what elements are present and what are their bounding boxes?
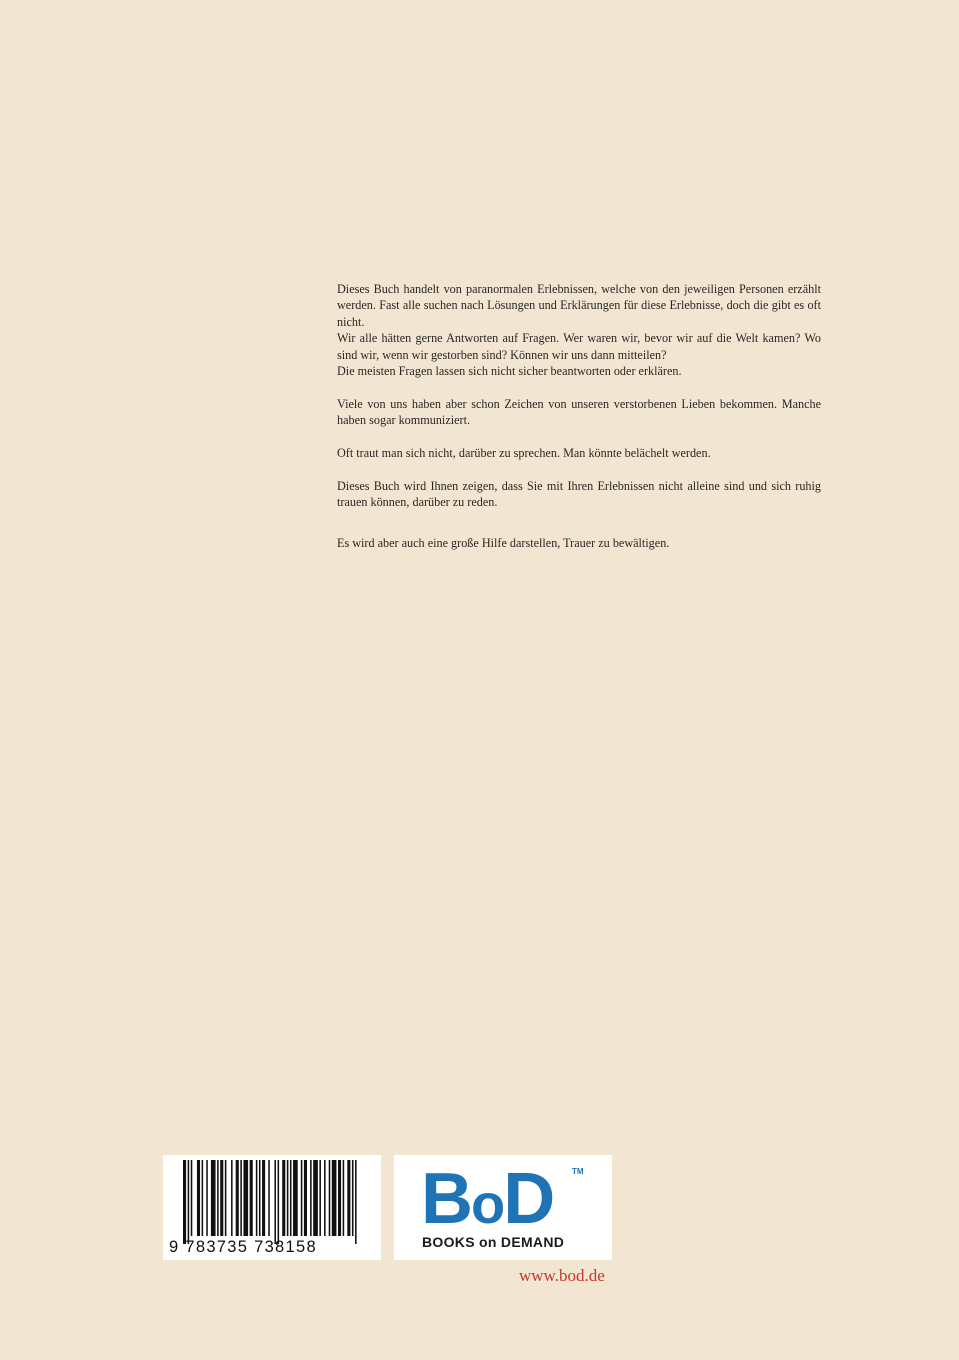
barcode-bar (220, 1160, 223, 1236)
barcode-bar (243, 1160, 248, 1236)
barcode-bar (324, 1160, 326, 1236)
publisher-url[interactable]: www.bod.de (519, 1266, 605, 1285)
barcode-bar (310, 1160, 312, 1236)
barcode-bar (301, 1160, 303, 1236)
logo-letter-o: o (471, 1172, 504, 1235)
barcode-bar (352, 1160, 354, 1236)
logo-letter-b: B (421, 1159, 471, 1239)
back-cover-blurb (337, 281, 821, 551)
barcode-bar (332, 1160, 337, 1236)
blurb-paragraph: Dieses Buch wird Ihnen zeigen, dass Sie mit Ihren Erlebnissen nicht alleine sind und sich ruhig trauen können, darüber zu reden. (337, 478, 821, 510)
barcode-bar (290, 1160, 292, 1236)
barcode-bar (282, 1160, 285, 1236)
barcode-bar (313, 1160, 318, 1236)
blurb-paragraph: Es wird aber auch eine große Hilfe darstellen, Trauer zu bewältigen. (337, 535, 670, 550)
barcode-bar (319, 1160, 321, 1236)
blurb-paragraph: Oft traut man sich nicht, darüber zu sprechen. Man könnte belächelt werden. (337, 446, 711, 461)
blurb-paragraph: Wir alle hätten gerne Antworten auf Fragen. Wer waren wir, bevor wir auf die Welt kamen? Wo sind wir, wenn wir gestorben sind? Können wir uns dann mitteilen? (337, 331, 821, 362)
isbn-barcode (163, 1155, 381, 1260)
barcode-bar (191, 1160, 193, 1236)
barcode-bar (256, 1160, 258, 1236)
barcode-bar (355, 1160, 357, 1244)
barcode-bar (338, 1160, 341, 1236)
blurb-paragraph: Die meisten Fragen lassen sich nicht sicher beantworten oder erklären. (337, 364, 682, 379)
barcode-bar (202, 1160, 204, 1236)
publisher-logo (394, 1155, 612, 1260)
paragraph-gap (337, 461, 821, 477)
barcode-bar (236, 1160, 239, 1236)
barcode-bar (231, 1160, 233, 1236)
barcode-bar (217, 1160, 219, 1236)
logo-letter-d: D (503, 1159, 554, 1239)
barcode-bar (274, 1160, 276, 1244)
barcode-bar (206, 1160, 208, 1236)
barcode-bar (225, 1160, 227, 1236)
paragraph-gap (337, 429, 821, 445)
barcode-bar (240, 1160, 242, 1236)
barcode-bar (329, 1160, 331, 1236)
blurb-paragraph: Viele von uns haben aber schon Zeichen von unseren verstorbenen Lieben bekommen. Manche haben sogar kommuniziert. (337, 396, 821, 428)
barcode-bar (262, 1160, 265, 1236)
barcode-bar (188, 1160, 190, 1244)
paragraph-gap (337, 379, 821, 395)
barcode-bar (259, 1160, 261, 1236)
barcode-bar (304, 1160, 307, 1236)
barcode-bar (347, 1160, 350, 1236)
blurb-paragraph: Dieses Buch handelt von paranormalen Erlebnissen, welche von den jeweiligen Personen erzählt werden. Fast alle suchen nach Lösungen und Erklärungen für diese Erlebnisse, doch die gibt es oft nicht. (337, 282, 821, 329)
barcode-bar (268, 1160, 270, 1236)
barcode-bar (293, 1160, 298, 1236)
paragraph-gap (337, 511, 821, 535)
barcode-bar (211, 1160, 216, 1236)
isbn-number: 9 783735 738158 (169, 1238, 317, 1256)
barcode-bar (287, 1160, 289, 1236)
barcode-bar (343, 1160, 345, 1236)
bod-logo-mark (421, 1160, 553, 1243)
publisher-tagline: BOOKS on DEMAND (422, 1234, 565, 1250)
barcode-bar (197, 1160, 200, 1236)
barcode-bar (250, 1160, 253, 1236)
barcode-bar (278, 1160, 280, 1244)
trademark-mark: TM (572, 1167, 584, 1176)
barcode-bar (183, 1160, 186, 1244)
